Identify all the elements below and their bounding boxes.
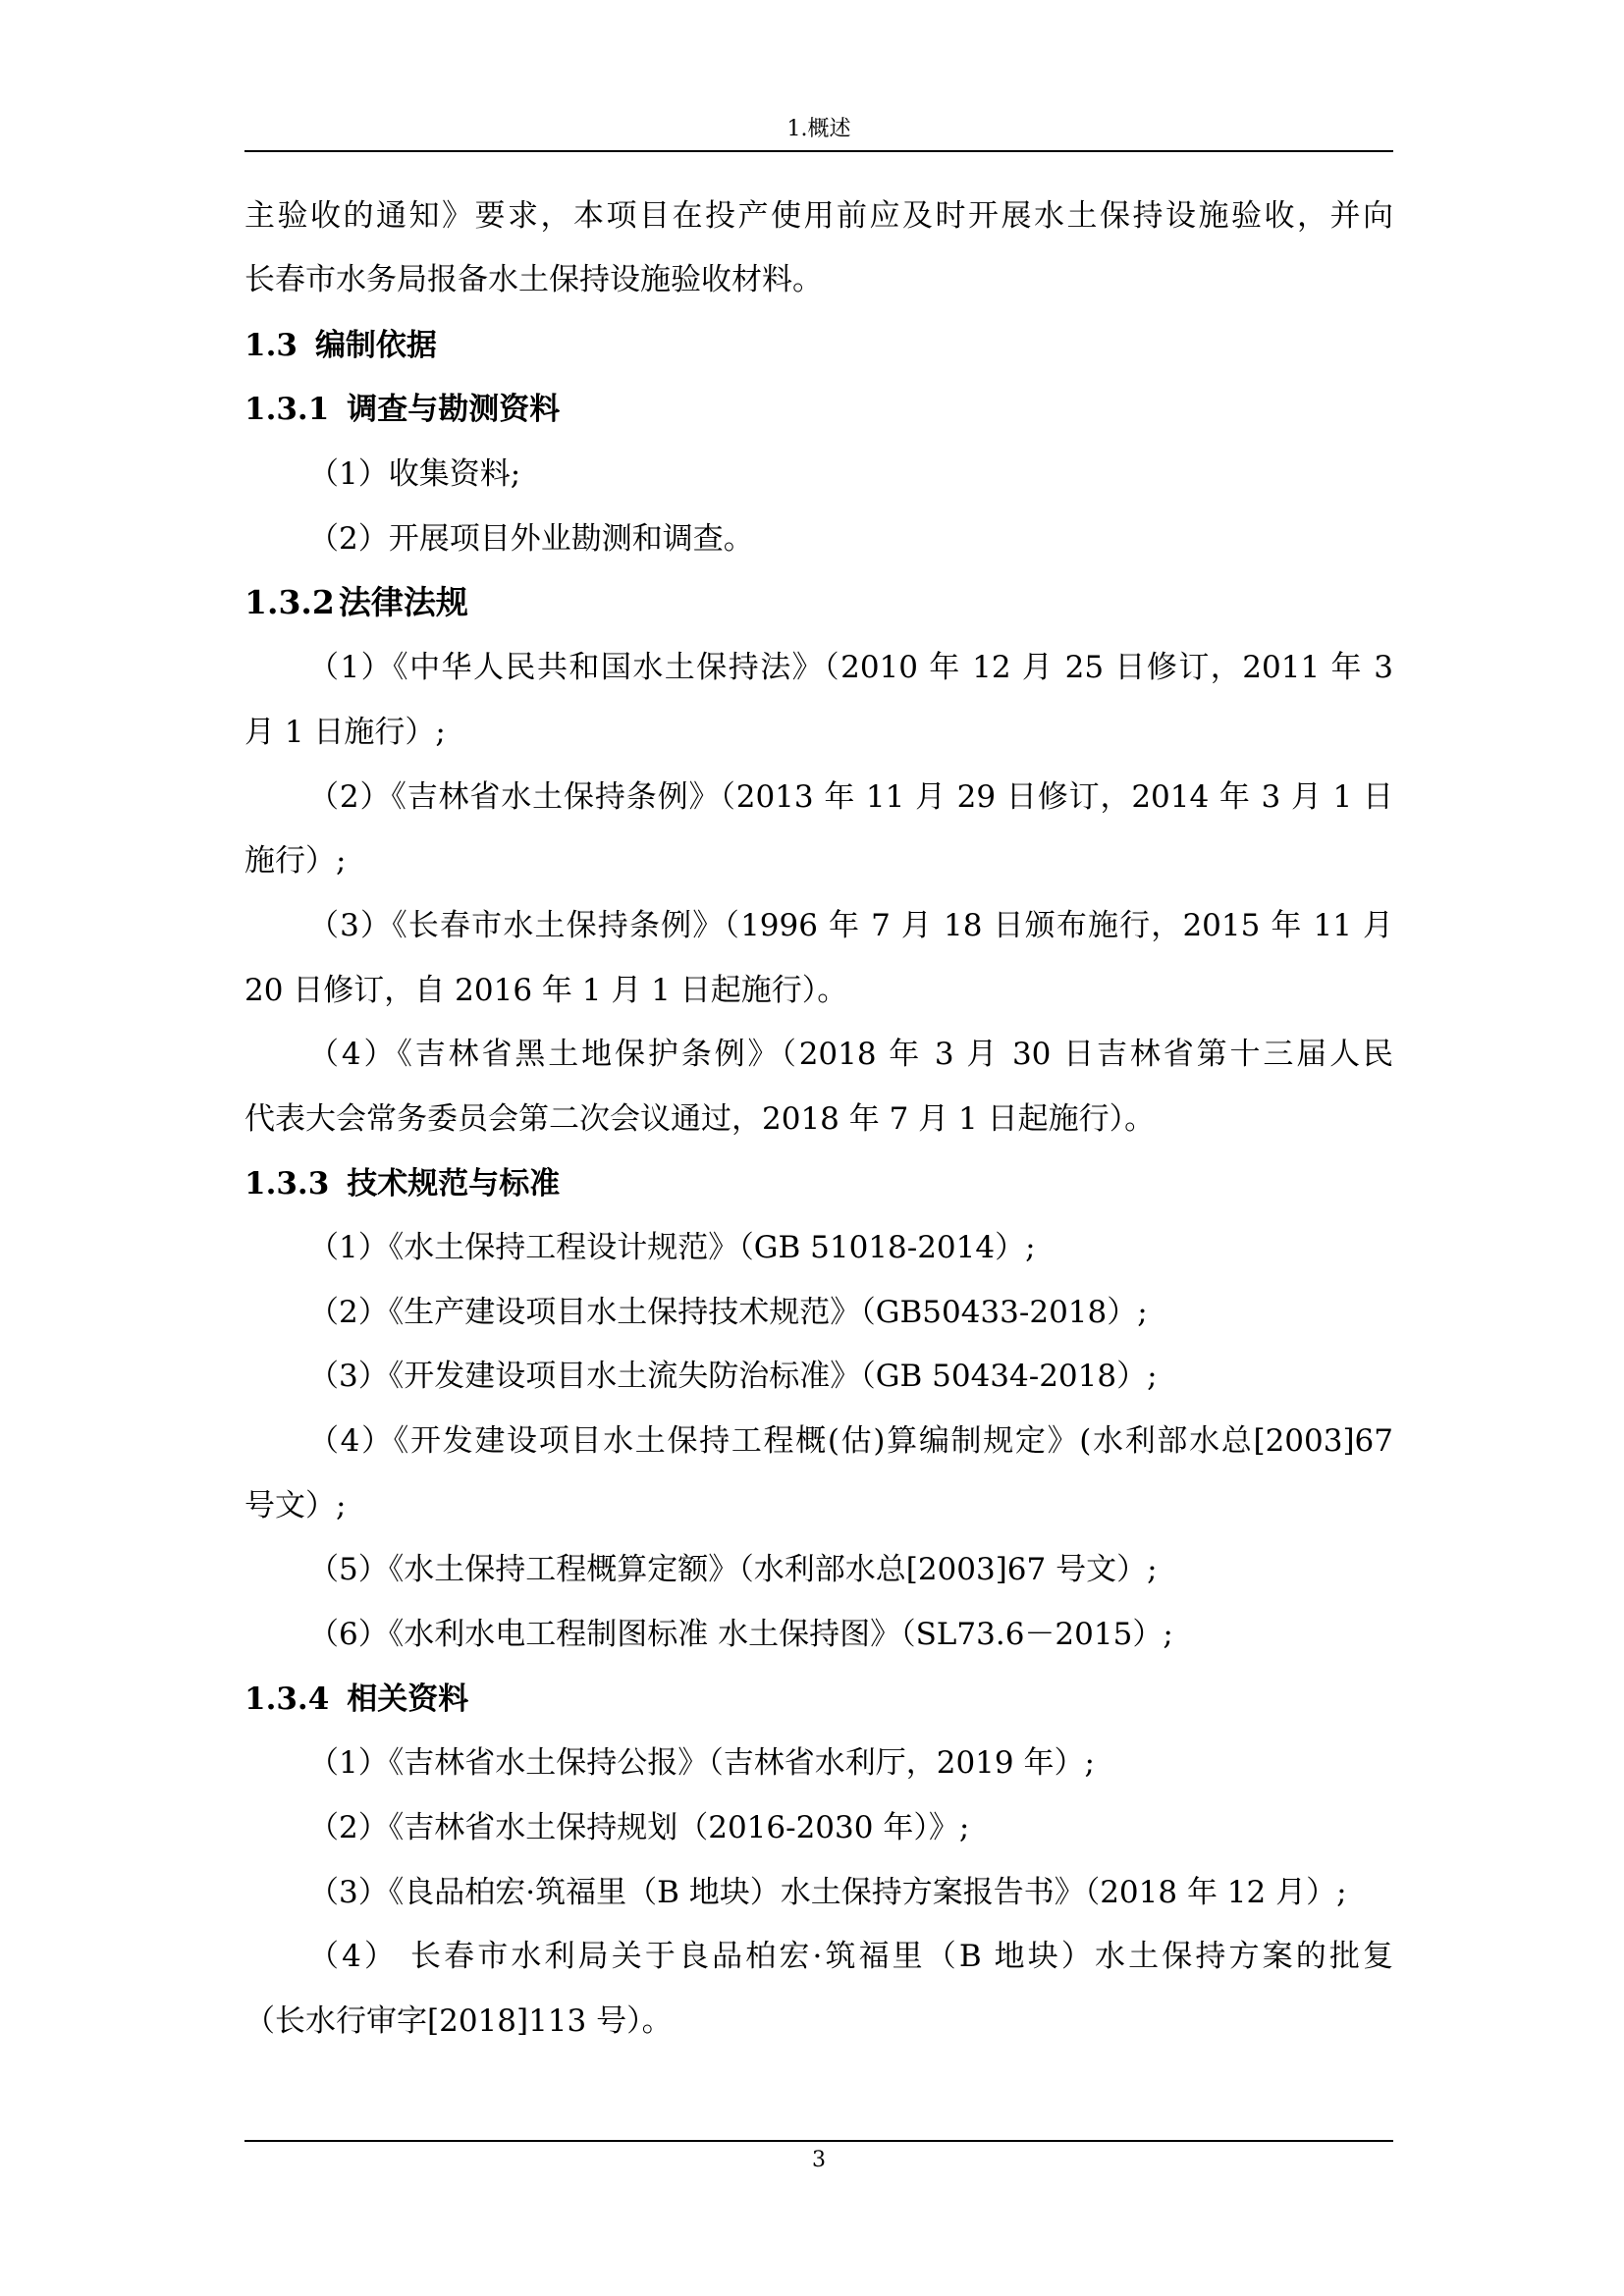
list-item-continuation: 20 日修订，自 2016 年 1 月 1 日起施行）。 [244,973,848,1008]
list-item-continuation: 施行）; [244,843,347,879]
list-item: （3）《开发建设项目水土流失防治标准》（GB 50434-2018）; [308,1359,1158,1394]
list-item-continuation: 号文）; [244,1488,347,1523]
intro-line-1: 主验收的通知》要求，本项目在投产使用前应及时开展水土保持设施验收，并向 [244,198,1393,234]
section-title: 编制依据 [314,328,437,363]
list-item: （2）《吉林省水土保持规划（2016-2030 年）》; [308,1810,970,1845]
list-item: （4）《开发建设项目水土保持工程概(估)算编制规定》(水利部水总[2003]67 [308,1423,1393,1459]
section-number: 1.3.1 [244,392,330,427]
list-item: （3）《良品柏宏·筑福里（B 地块）水土保持方案报告书》（2018 年 12 月）; [308,1875,1347,1910]
list-item: （2）《生产建设项目水土保持技术规范》（GB50433-2018）; [308,1295,1148,1330]
list-item: （1）《吉林省水土保持公报》（吉林省水利厅，2019 年）; [308,1745,1095,1781]
section-number: 1.3.3 [244,1166,330,1201]
page-header: 1.概述 [786,117,851,141]
list-item: （2）开展项目外业勘测和调查。 [308,521,754,557]
page-number: 3 [812,2148,826,2172]
section-1-3-heading [244,326,437,365]
section-1-3-2-heading [244,583,468,622]
list-item: （4） 长春市水利局关于良品柏宏·筑福里（B 地块）水土保持方案的批复 [308,1939,1393,1974]
section-title: 法律法规 [338,583,468,621]
list-item-continuation: 月 1 日施行）; [244,715,446,750]
list-item: （3）《长春市水土保持条例》（1996 年 7 月 18 日颁布施行，2015 年 11 月 [308,908,1393,943]
section-1-3-4-heading [244,1680,468,1719]
section-number: 1.3.2 [244,583,335,621]
list-item-continuation: 代表大会常务委员会第二次会议通过，2018 年 7 月 1 日起施行）。 [244,1101,1156,1137]
header-rule [244,150,1393,152]
section-1-3-3-heading [244,1164,560,1203]
section-title: 技术规范与标准 [347,1166,561,1201]
section-number: 1.3 [244,328,298,363]
intro-line-2: 长春市水务局报备水土保持设施验收材料。 [244,262,823,297]
list-item: （1）收集资料; [308,456,521,492]
section-number: 1.3.4 [244,1682,330,1717]
section-title: 调查与勘测资料 [347,392,561,427]
list-item: （4）《吉林省黑土地保护条例》（2018 年 3 月 30 日吉林省第十三届人民 [308,1037,1393,1072]
list-item: （6）《水利水电工程制图标准 水土保持图》（SL73.6－2015）; [308,1617,1173,1652]
list-item: （5）《水土保持工程概算定额》（水利部水总[2003]67 号文）; [308,1552,1158,1587]
list-item: （1）《中华人民共和国水土保持法》（2010 年 12 月 25 日修订，2011 年 3 [308,650,1393,685]
list-item: （2）《吉林省水土保持条例》（2013 年 11 月 29 日修订，2014 年 3 月 1 日 [308,779,1393,815]
footer-rule [244,2140,1393,2142]
section-title: 相关资料 [347,1682,469,1717]
list-item-continuation: （长水行审字[2018]113 号）。 [244,2003,673,2039]
list-item: （1）《水土保持工程设计规范》（GB 51018-2014）; [308,1230,1036,1265]
section-1-3-1-heading [244,390,560,429]
